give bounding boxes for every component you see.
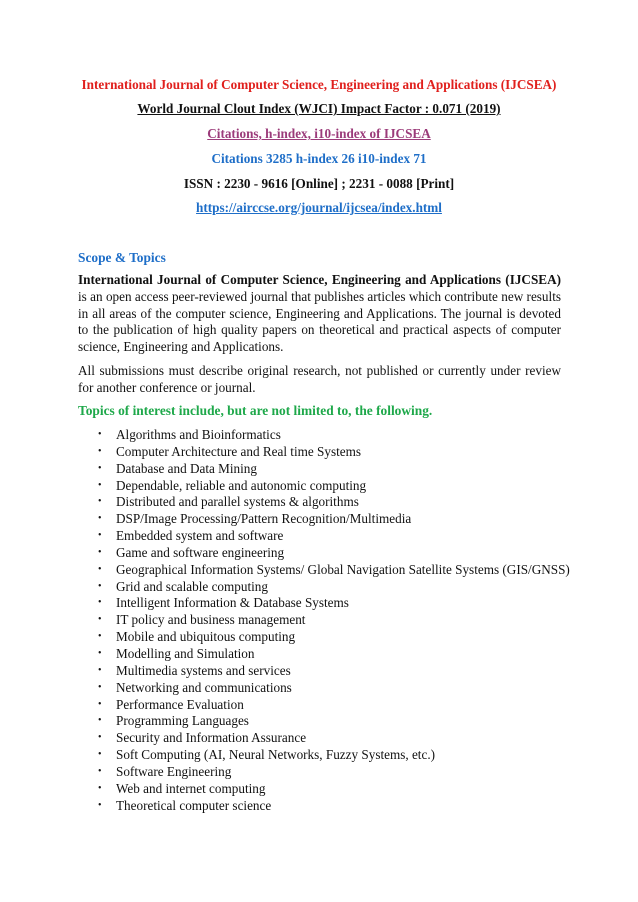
topic-item [98, 461, 570, 478]
bullet-icon: • [98, 782, 102, 794]
bullet-icon: • [98, 749, 102, 761]
topic-label: Grid and scalable computing [116, 578, 268, 594]
bullet-icon: • [98, 429, 102, 440]
impact-factor: World Journal Clout Index (WJCI) Impact Factor : 0.071 (2019) [137, 101, 501, 116]
topic-label: DSP/Image Processing/Pattern Recognition/Multimedia [116, 511, 412, 527]
topic-item [98, 781, 570, 798]
topic-label: Intelligent Information & Database Systems [116, 595, 349, 611]
topic-item [98, 798, 570, 815]
topic-label: Web and internet computing [116, 780, 266, 796]
topic-label: Distributed and parallel systems & algorithms [116, 494, 359, 510]
topic-item [98, 747, 570, 764]
citations-link[interactable]: Citations, h-index, i10-index of IJCSEA [207, 126, 431, 141]
topic-label: Computer Architecture and Real time Systems [116, 443, 362, 459]
topic-item [98, 730, 570, 747]
bullet-icon: • [98, 647, 102, 659]
topic-label: Networking and communications [116, 679, 292, 695]
topic-label: Theoretical computer science [116, 797, 272, 813]
bullet-icon: • [98, 664, 102, 676]
issn-line: ISSN : 2230 - 9616 [Online] ; 2231 - 0088 [Print] [183, 176, 455, 191]
bullet-icon: • [98, 631, 102, 643]
topic-item [98, 478, 570, 495]
bullet-icon: • [98, 580, 102, 592]
topic-item [98, 444, 570, 461]
bullet-icon: • [98, 715, 102, 727]
topic-label: Performance Evaluation [116, 696, 244, 712]
topic-label: Software Engineering [116, 763, 232, 779]
scope-paragraph [78, 272, 561, 356]
scope-heading: Scope & Topics [78, 250, 166, 265]
topic-item [98, 680, 570, 697]
topic-item [98, 697, 570, 714]
topic-item [98, 764, 570, 781]
bullet-icon: • [98, 765, 102, 777]
topic-label: Database and Data Mining [116, 460, 257, 476]
topic-item [98, 663, 570, 680]
topic-item [98, 494, 570, 511]
topic-label: Dependable, reliable and autonomic computing [116, 477, 367, 493]
bullet-icon: • [98, 732, 102, 744]
topic-item [98, 595, 570, 612]
topic-item [98, 713, 570, 730]
journal-title: International Journal of Computer Science, Engineering and Applications (IJCSEA) [81, 77, 557, 92]
topic-label: Programming Languages [116, 713, 249, 729]
citations-stats: Citations 3285 h-index 26 i10-index 71 [211, 151, 427, 166]
bullet-icon: • [98, 799, 102, 811]
topic-label: Security and Information Assurance [116, 730, 307, 746]
topic-item [98, 562, 570, 579]
topic-label: Embedded system and software [116, 528, 284, 544]
topic-label: Soft Computing (AI, Neural Networks, Fuzzy Systems, etc.) [116, 747, 436, 763]
bullet-icon: • [98, 698, 102, 710]
topic-label: Multimedia systems and services [116, 662, 291, 678]
bullet-icon: • [98, 445, 102, 457]
submissions-paragraph: All submissions must describe original research, not published or currently under review for another conference or journal. [78, 363, 561, 395]
topics-heading: Topics of interest include, but are not limited to, the following. [78, 403, 433, 418]
bullet-icon: • [98, 614, 102, 626]
topic-item [98, 427, 570, 444]
topics-list [98, 427, 570, 814]
bullet-icon: • [98, 513, 102, 525]
scope-intro-bold: International Journal of Computer Science, Engineering and Applications (IJCSEA) [78, 272, 561, 287]
bullet-icon: • [98, 496, 102, 508]
bullet-icon: • [98, 530, 102, 542]
bullet-icon: • [98, 681, 102, 693]
topic-item [98, 545, 570, 562]
topic-label: Mobile and ubiquitous computing [116, 629, 296, 645]
bullet-icon: • [98, 546, 102, 558]
topic-label: IT policy and business management [116, 612, 306, 628]
topic-label: Algorithms and Bioinformatics [116, 427, 281, 442]
topic-label: Game and software engineering [116, 544, 285, 560]
topic-item [98, 579, 570, 596]
topic-label: Geographical Information Systems/ Global Navigation Satellite Systems (GIS/GNSS) [116, 561, 570, 577]
bullet-icon: • [98, 597, 102, 609]
topic-item [98, 528, 570, 545]
topic-item [98, 629, 570, 646]
journal-url-link[interactable]: https://airccse.org/journal/ijcsea/index.html [196, 200, 442, 215]
bullet-icon: • [98, 462, 102, 474]
topic-item [98, 511, 570, 528]
topic-item [98, 646, 570, 663]
topic-item [98, 612, 570, 629]
bullet-icon: • [98, 563, 102, 575]
bullet-icon: • [98, 479, 102, 491]
topic-label: Modelling and Simulation [116, 645, 255, 661]
scope-intro-rest: is an open access peer-reviewed journal that publishes articles which contribute new results in all areas of the computer science, Engineering and Applications. The journal is devoted to the publication of high quality papers on theoretical and practical aspects of computer science, Engineering and Applications. [78, 288, 561, 355]
